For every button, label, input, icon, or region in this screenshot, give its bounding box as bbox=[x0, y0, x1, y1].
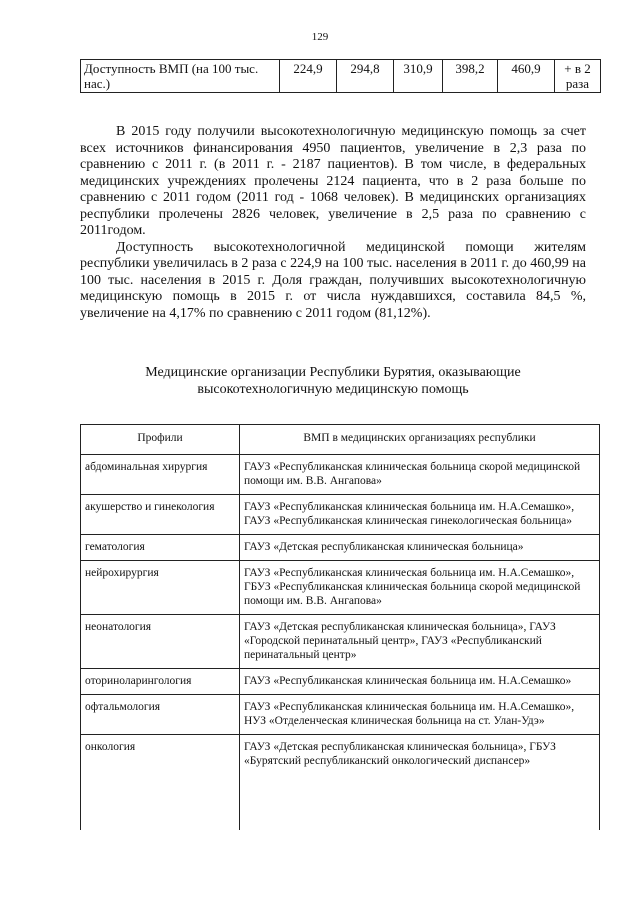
header-organizations: ВМП в медицинских организациях республики bbox=[240, 425, 600, 455]
profile-cell: офтальмология bbox=[81, 695, 240, 735]
header-profiles: Профили bbox=[81, 425, 240, 455]
organizations-table bbox=[80, 424, 600, 830]
availability-value-2014: 398,2 bbox=[443, 60, 498, 93]
profile-cell: неонатология bbox=[81, 615, 240, 669]
profile-cell: онкология bbox=[81, 735, 240, 831]
table-row bbox=[81, 561, 600, 615]
table-header-row bbox=[81, 425, 600, 455]
profile-cell: нейрохирургия bbox=[81, 561, 240, 615]
paragraph-2: Доступность высокотехнологичной медицинской помощи жителям республики увеличилась в 2 раза с 224,9 на 100 тыс. населения в 2011 г. до 460,99 на 100 тыс. населения в 2015 г. Доля граждан, получивших высокотехнологичную медицинскую помощь в 2015 г. от числа нуждавшихся, составила 84,5 %, увеличение на 4,17% по сравнению с 2011 годом (81,12%). bbox=[80, 239, 586, 321]
profile-cell: гематология bbox=[81, 535, 240, 561]
organizations-cell: ГАУЗ «Республиканская клиническая больница им. Н.А.Семашко», ГБУЗ «Республиканская клиническая больница скорой медицинской помощи им. В.В. Ангапова» bbox=[240, 561, 600, 615]
organizations-cell: ГАУЗ «Детская республиканская клиническая больница», ГБУЗ «Бурятский республиканский онкологический диспансер» bbox=[240, 735, 600, 831]
profile-cell: акушерство и гинекология bbox=[81, 495, 240, 535]
section-title bbox=[80, 364, 586, 398]
organizations-cell: ГАУЗ «Республиканская клиническая больница им. Н.А.Семашко», ГАУЗ «Республиканская клиническая гинекологическая больница» bbox=[240, 495, 600, 535]
table-row bbox=[81, 455, 600, 495]
organizations-cell: ГАУЗ «Республиканская клиническая больница скорой медицинской помощи им. В.В. Ангапова» bbox=[240, 455, 600, 495]
organizations-cell: ГАУЗ «Детская республиканская клиническая больница» bbox=[240, 535, 600, 561]
table-row bbox=[81, 60, 601, 93]
table-row bbox=[81, 695, 600, 735]
table-row bbox=[81, 615, 600, 669]
availability-label: Доступность ВМП (на 100 тыс. нас.) bbox=[81, 60, 280, 93]
profile-cell: оториноларингология bbox=[81, 669, 240, 695]
organizations-cell: ГАУЗ «Республиканская клиническая больница им. Н.А.Семашко», НУЗ «Отделенческая клиническая больница на ст. Улан-Удэ» bbox=[240, 695, 600, 735]
table-row bbox=[81, 669, 600, 695]
availability-table bbox=[80, 59, 601, 93]
availability-value-2011: 224,9 bbox=[280, 60, 337, 93]
section-title-line-2: высокотехнологичную медицинскую помощь bbox=[197, 382, 469, 397]
table-row bbox=[81, 495, 600, 535]
availability-value-2012: 294,8 bbox=[337, 60, 394, 93]
availability-value-2013: 310,9 bbox=[394, 60, 443, 93]
table-row bbox=[81, 535, 600, 561]
organizations-cell: ГАУЗ «Республиканская клиническая больница им. Н.А.Семашко» bbox=[240, 669, 600, 695]
body-text bbox=[80, 124, 586, 322]
section-title-line-1: Медицинские организации Республики Бурятия, оказывающие bbox=[145, 365, 521, 380]
organizations-cell: ГАУЗ «Детская республиканская клиническая больница», ГАУЗ «Городской перинатальный центр», ГАУЗ «Республиканский перинатальный центр» bbox=[240, 615, 600, 669]
page-number: 129 bbox=[311, 31, 329, 43]
profile-cell: абдоминальная хирургия bbox=[81, 455, 240, 495]
table-row bbox=[81, 735, 600, 831]
availability-value-2015: 460,9 bbox=[498, 60, 555, 93]
availability-change: + в 2 раза bbox=[555, 60, 601, 93]
paragraph-1: В 2015 году получили высокотехнологичную медицинскую помощь за счет всех источников финансирования 4950 пациентов, увеличение в 2,3 раза по сравнению с 2011 г. (в 2011 г. - 2187 пациентов). В том числе, в федеральных медицинских учреждениях пролечены 2124 пациента, что в 2 раза больше по сравнению с 2011 годом (2011 год - 1068 человек). В медицинских организациях республики пролечены 2826 человек, увеличение в 2,5 раза по сравнению с 2011годом. bbox=[80, 124, 586, 238]
